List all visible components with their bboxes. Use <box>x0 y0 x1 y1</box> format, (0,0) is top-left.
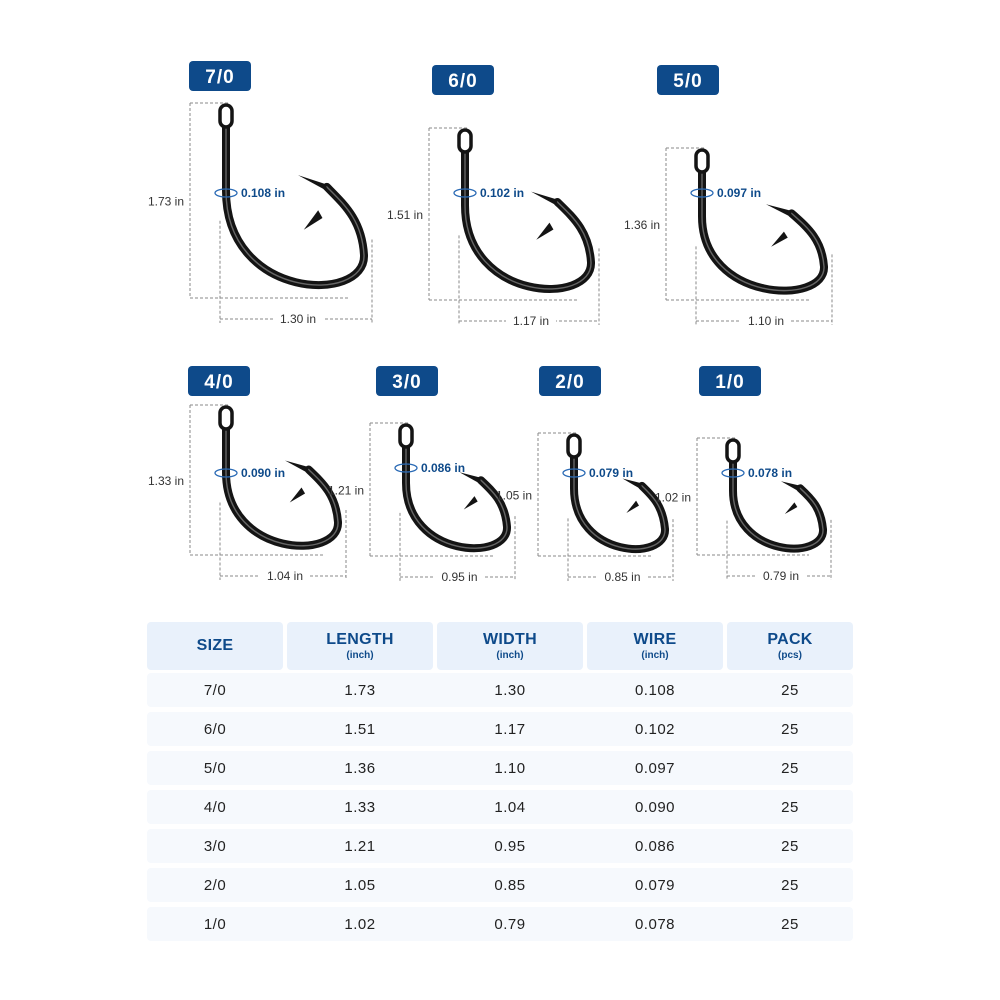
cell-wire: 0.097 <box>634 759 676 777</box>
cell-wire: 0.090 <box>634 798 676 816</box>
table-row <box>147 751 853 785</box>
cell-wire: 0.108 <box>634 681 676 699</box>
size-badge-label: 3/0 <box>392 372 422 393</box>
cell-length: 1.51 <box>344 720 376 738</box>
cell-size: 2/0 <box>203 876 227 894</box>
hook-point <box>298 175 329 192</box>
width-label: 0.95 in <box>441 570 478 584</box>
cell-width: 1.30 <box>494 681 526 699</box>
length-label: 1.21 in <box>327 483 364 498</box>
hook-body <box>465 140 591 289</box>
hook-eye <box>459 130 471 152</box>
wire-label: 0.090 in <box>241 466 286 480</box>
cell-width: 1.17 <box>494 720 526 738</box>
table-header <box>147 622 853 670</box>
header-width-unit: (inch) <box>496 650 524 661</box>
cell-size: 5/0 <box>203 759 227 777</box>
wire-label: 0.102 in <box>480 186 525 200</box>
wire-label: 0.078 in <box>748 466 793 480</box>
table-row <box>147 868 853 902</box>
header-wire <box>587 622 723 670</box>
hook-point <box>531 192 559 207</box>
hook-barb <box>464 496 478 509</box>
header-pack-label: PACK <box>767 631 813 648</box>
cell-length: 1.33 <box>344 798 376 816</box>
width-label: 0.79 in <box>762 569 800 583</box>
header-pack-unit: (pcs) <box>778 650 802 661</box>
length-label: 1.05 in <box>495 488 532 503</box>
cell-size: 1/0 <box>203 915 227 933</box>
cell-wire: 0.078 <box>634 915 676 933</box>
hook-barb <box>771 232 788 247</box>
cell-pack: 25 <box>781 759 799 777</box>
header-length-unit: (inch) <box>346 650 374 661</box>
wire-label: 0.108 in <box>241 186 286 200</box>
cell-pack: 25 <box>781 798 799 816</box>
hook-highlight <box>406 435 507 548</box>
hook-point <box>285 461 311 475</box>
cell-wire: 0.086 <box>634 837 676 855</box>
cell-width: 0.85 <box>494 876 526 894</box>
header-pack <box>727 622 853 670</box>
cell-pack: 25 <box>781 837 799 855</box>
size-badge-label: 5/0 <box>673 71 703 92</box>
header-width <box>437 622 583 670</box>
width-label: 1.04 in <box>266 569 304 583</box>
length-label: 1.51 in <box>386 208 423 222</box>
wire-label: 0.097 in <box>717 186 762 200</box>
cell-pack: 25 <box>781 681 799 699</box>
hook-barb <box>290 488 305 503</box>
header-wire-unit: (inch) <box>641 650 669 661</box>
cell-length: 1.02 <box>344 915 376 933</box>
header-wire-label: WIRE <box>633 631 677 648</box>
hook-eye <box>696 150 708 172</box>
cell-size: 6/0 <box>203 720 227 738</box>
header-size <box>147 622 283 670</box>
length-label: 1.36 in <box>623 218 660 232</box>
header-length <box>287 622 433 670</box>
header-size-label: SIZE <box>196 637 234 654</box>
hook-point <box>781 481 802 493</box>
table-row <box>147 673 853 707</box>
width-label: 1.10 in <box>747 314 785 328</box>
cell-width: 1.10 <box>494 759 526 777</box>
cell-width: 0.79 <box>494 915 526 933</box>
size-badge-label: 2/0 <box>555 372 585 393</box>
hook-body <box>733 450 823 549</box>
cell-length: 1.73 <box>344 681 376 699</box>
width-label: 1.30 in <box>279 312 317 326</box>
cell-length: 1.21 <box>344 837 376 855</box>
header-width-label: WIDTH <box>483 631 537 648</box>
hook-highlight <box>226 417 338 546</box>
hook-barb <box>626 501 639 513</box>
cell-width: 1.04 <box>494 798 526 816</box>
cell-length: 1.36 <box>344 759 376 777</box>
hook-eye <box>220 407 232 429</box>
hook-barb <box>304 210 323 230</box>
hook-barb <box>536 223 553 240</box>
table-row <box>147 907 853 941</box>
width-label: 1.17 in <box>512 314 550 328</box>
cell-size: 7/0 <box>203 681 227 699</box>
hook-eye <box>220 105 232 127</box>
length-label: 1.02 in <box>654 490 691 505</box>
hook-eye <box>727 440 739 462</box>
cell-width: 0.95 <box>494 837 526 855</box>
size-badge-label: 7/0 <box>205 67 235 88</box>
width-label: 0.85 in <box>604 570 641 584</box>
hook-body <box>574 445 665 549</box>
length-label: 1.33 in <box>147 474 184 488</box>
hook-body <box>702 160 824 291</box>
hook-eye <box>400 425 412 447</box>
cell-size: 3/0 <box>203 837 227 855</box>
cell-size: 4/0 <box>203 798 227 816</box>
table-row <box>147 829 853 863</box>
length-label: 1.73 in <box>147 194 184 209</box>
hook-eye <box>568 435 580 457</box>
size-badge-label: 1/0 <box>715 372 745 393</box>
table-row <box>147 790 853 824</box>
cell-pack: 25 <box>781 720 799 738</box>
cell-pack: 25 <box>781 915 799 933</box>
wire-label: 0.079 in <box>589 466 634 480</box>
cell-wire: 0.102 <box>634 720 676 738</box>
cell-length: 1.05 <box>344 876 376 894</box>
size-badge-label: 6/0 <box>448 71 478 92</box>
cell-wire: 0.079 <box>634 876 676 894</box>
hook-body <box>226 115 364 285</box>
size-badge-label: 4/0 <box>204 372 234 393</box>
wire-label: 0.086 in <box>421 461 466 475</box>
cell-pack: 25 <box>781 876 799 894</box>
hook-barb <box>785 502 797 514</box>
header-length-label: LENGTH <box>326 631 394 648</box>
table-row <box>147 712 853 746</box>
